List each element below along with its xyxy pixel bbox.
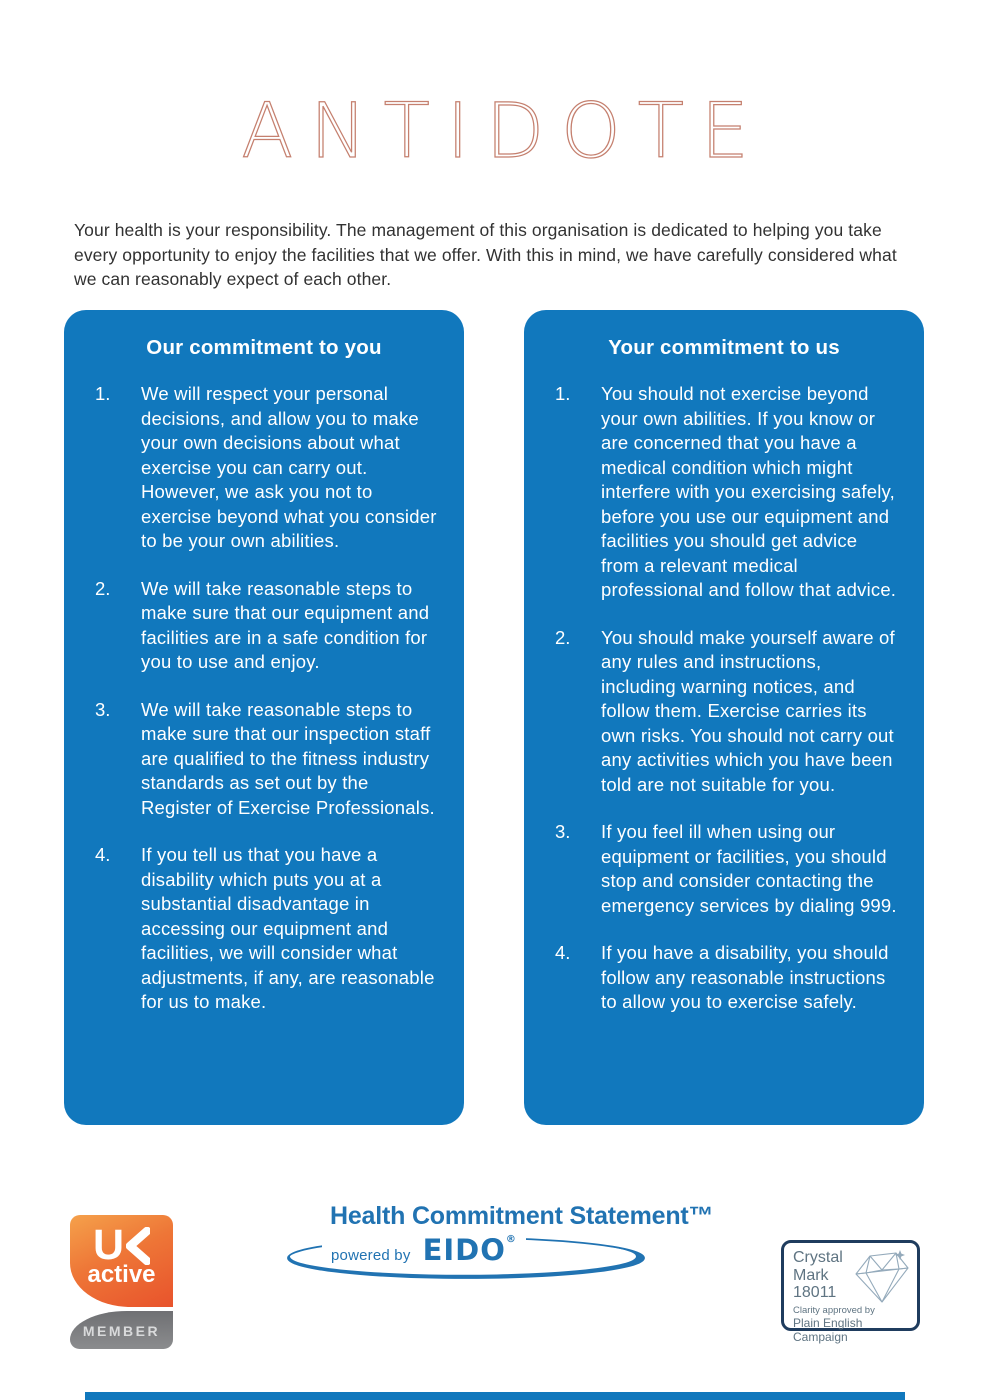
footer-rule [85, 1392, 905, 1400]
list-item [64, 382, 464, 554]
list-item [64, 698, 464, 821]
diamond-icon [850, 1248, 914, 1306]
item-number: 2. [95, 577, 111, 599]
uk-k-chevron-icon [126, 1227, 150, 1265]
ukactive-u-letter: U [92, 1221, 125, 1269]
crystal-mark-badge [781, 1240, 920, 1344]
item-text: If you feel ill when using our equipment or facilities, you should stop and consider contacting the emergency services by dialing 999. [601, 821, 897, 916]
crystal-approved-label: Clarity approved by [793, 1304, 875, 1316]
powered-by-label: powered by [331, 1247, 411, 1264]
crystal-line1: Crystal [793, 1249, 843, 1266]
item-number: 3. [555, 821, 571, 842]
item-text: If you tell us that you have a disability which puts you at a substantial disadvantage in accessing our equipment and facilities, we will consider what adjustments, if any, are reasonable for us to make. [141, 844, 435, 1012]
panel-your-commitment [524, 310, 924, 1125]
ukactive-orange-block [70, 1215, 173, 1307]
antidote-logo: ANTIDOTE [241, 86, 766, 175]
commitment-list [64, 382, 464, 1038]
hcs-title: Health Commitment Statement™ [330, 1202, 714, 1230]
crystal-line3: 18011 [793, 1284, 837, 1301]
intro-paragraph: Your health is your responsibility. The management of this organisation is dedicated to helping you take every opportunity to enjoy the facilities that we offer. With this in mind, we have carefully considered what we can reasonably expect of each other. [74, 220, 897, 289]
ukactive-wordmark [70, 1215, 173, 1269]
item-number: 4. [555, 942, 571, 963]
registered-mark: ® [505, 1234, 517, 1245]
item-text: If you have a disability, you should follow any reasonable instructions to allow you to exercise safely. [601, 942, 889, 1012]
list-item [524, 941, 924, 1015]
item-text: We will respect your personal decisions, and allow you to make your own decisions about what exercise you can carry out. However, we ask you not to exercise beyond what you consider to be your own abilities. [141, 383, 437, 551]
item-number: 4. [95, 844, 111, 865]
ukactive-member-label: MEMBER [70, 1311, 173, 1349]
panel-title: Our commitment to you [146, 336, 382, 359]
list-item [524, 820, 924, 918]
list-item [64, 843, 464, 1015]
commitment-list [524, 382, 924, 1038]
list-item [524, 626, 924, 798]
crystal-line2: Mark [793, 1266, 829, 1284]
item-text: You should not exercise beyond your own abilities. If you know or are concerned that you have a medical condition which might interfere with you exercising safely, before you use our equipment and facilities you should get advice from a relevant medical professional and follow that advice. [601, 383, 897, 600]
item-text: You should make yourself aware of any rules and instructions, including warning notices, and follow them. Exercise carries its own risks. You should not carry out any activities which you have been told are not suitable for you. [601, 626, 895, 795]
panel-our-commitment [64, 310, 464, 1125]
plain-english-label: Plain English Campaign [793, 1315, 863, 1344]
item-number: 1. [555, 383, 571, 404]
item-number: 1. [95, 383, 111, 404]
ukactive-member-logo [70, 1215, 173, 1349]
item-number: 3. [95, 698, 111, 720]
list-item [64, 577, 464, 675]
ukactive-active-label: active [87, 1261, 156, 1288]
item-text: We will take reasonable steps to make sure that our inspection staff are qualified to the fitness industry standards as set out by the Register of Exercise Professionals. [141, 698, 435, 818]
powered-by-eido [322, 1233, 526, 1267]
eido-logo: EIDO® [422, 1233, 517, 1267]
item-text: We will take reasonable steps to make sure that our equipment and facilities are in a safe condition for you to use and enjoy. [141, 577, 430, 672]
item-number: 2. [555, 626, 571, 648]
list-item [524, 382, 924, 603]
panel-title: Your commitment to us [608, 336, 840, 359]
